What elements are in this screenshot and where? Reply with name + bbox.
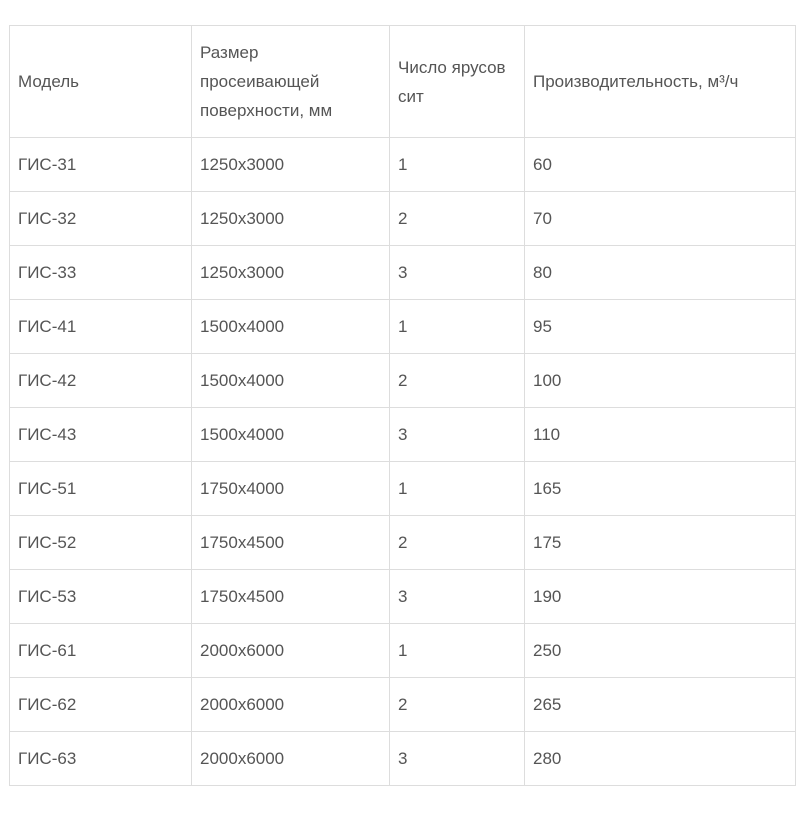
table-row	[10, 408, 796, 462]
cell-model: ГИС-53	[10, 570, 192, 624]
table-row	[10, 570, 796, 624]
cell-screen-size: 1500х4000	[192, 300, 390, 354]
cell-screen-size: 2000х6000	[192, 678, 390, 732]
cell-capacity: 250	[525, 624, 796, 678]
cell-deck-count: 3	[390, 570, 525, 624]
cell-model: ГИС-41	[10, 300, 192, 354]
cell-deck-count: 3	[390, 246, 525, 300]
cell-capacity: 280	[525, 732, 796, 786]
table-row	[10, 300, 796, 354]
header-capacity: Производительность, м³/ч	[525, 26, 796, 138]
cell-model: ГИС-43	[10, 408, 192, 462]
table-row	[10, 192, 796, 246]
cell-screen-size: 1250х3000	[192, 138, 390, 192]
cell-screen-size: 1750х4000	[192, 462, 390, 516]
cell-screen-size: 1250х3000	[192, 192, 390, 246]
cell-model: ГИС-61	[10, 624, 192, 678]
cell-capacity: 100	[525, 354, 796, 408]
cell-screen-size: 2000х6000	[192, 624, 390, 678]
cell-deck-count: 1	[390, 462, 525, 516]
cell-deck-count: 2	[390, 678, 525, 732]
table-header	[10, 26, 796, 138]
header-model: Модель	[10, 26, 192, 138]
cell-model: ГИС-51	[10, 462, 192, 516]
cell-deck-count: 1	[390, 300, 525, 354]
header-screen-size: Размер просеивающей поверхности, мм	[192, 26, 390, 138]
cell-deck-count: 2	[390, 516, 525, 570]
cell-model: ГИС-33	[10, 246, 192, 300]
cell-deck-count: 3	[390, 732, 525, 786]
cell-deck-count: 2	[390, 192, 525, 246]
cell-deck-count: 3	[390, 408, 525, 462]
table-row	[10, 678, 796, 732]
cell-model: ГИС-52	[10, 516, 192, 570]
cell-model: ГИС-62	[10, 678, 192, 732]
cell-screen-size: 1750х4500	[192, 516, 390, 570]
cell-capacity: 70	[525, 192, 796, 246]
table-row	[10, 732, 796, 786]
cell-capacity: 175	[525, 516, 796, 570]
cell-capacity: 265	[525, 678, 796, 732]
cell-deck-count: 2	[390, 354, 525, 408]
cell-screen-size: 1500х4000	[192, 408, 390, 462]
table-row	[10, 516, 796, 570]
specs-table	[9, 25, 796, 786]
cell-capacity: 60	[525, 138, 796, 192]
cell-model: ГИС-31	[10, 138, 192, 192]
table-body	[10, 138, 796, 786]
header-row	[10, 26, 796, 138]
table-row	[10, 624, 796, 678]
cell-screen-size: 1500х4000	[192, 354, 390, 408]
cell-capacity: 110	[525, 408, 796, 462]
cell-capacity: 190	[525, 570, 796, 624]
cell-screen-size: 1750х4500	[192, 570, 390, 624]
cell-deck-count: 1	[390, 138, 525, 192]
cell-deck-count: 1	[390, 624, 525, 678]
cell-screen-size: 1250х3000	[192, 246, 390, 300]
header-deck-count: Число ярусов сит	[390, 26, 525, 138]
cell-capacity: 80	[525, 246, 796, 300]
table-row	[10, 246, 796, 300]
cell-model: ГИС-63	[10, 732, 192, 786]
table-row	[10, 354, 796, 408]
cell-capacity: 165	[525, 462, 796, 516]
cell-screen-size: 2000х6000	[192, 732, 390, 786]
cell-model: ГИС-42	[10, 354, 192, 408]
cell-capacity: 95	[525, 300, 796, 354]
table-row	[10, 138, 796, 192]
table-row	[10, 462, 796, 516]
cell-model: ГИС-32	[10, 192, 192, 246]
